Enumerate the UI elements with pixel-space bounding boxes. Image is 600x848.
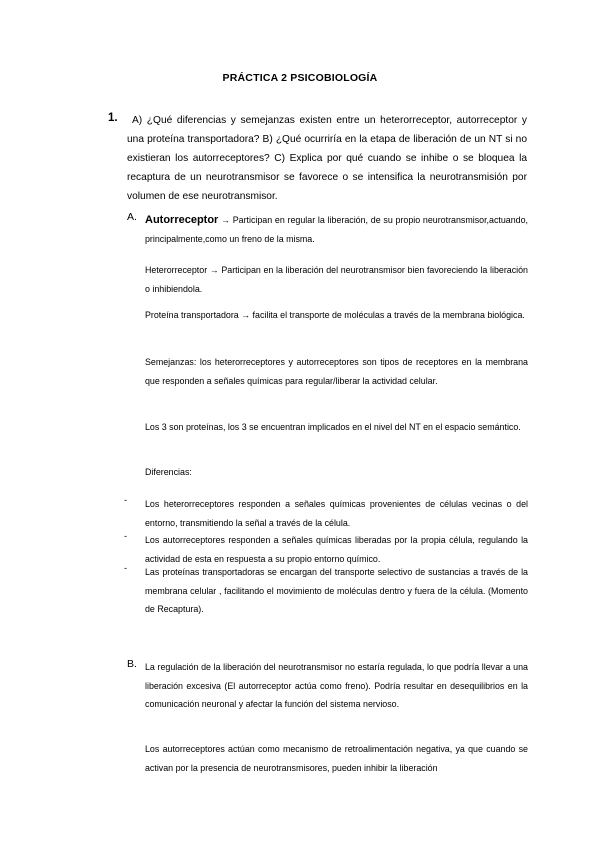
semejanzas-paragraph: Semejanzas: los heterorreceptores y autorreceptores son tipos de receptores en la membrana que responden a señales químicas para regular/liberar la actividad celular. <box>145 357 528 386</box>
autorreceptor-paragraph <box>145 211 528 248</box>
list-item: Los heterorreceptores responden a señales químicas provenientes de células vecinas o del entorno, transmitiendo la señal a través de la célula. <box>145 499 528 528</box>
question-number: 1. <box>108 112 118 124</box>
semejanzas-paragraph-2: Los 3 son proteínas, los 3 se encuentran implicados en el nivel del NT en el espacio semántico. <box>145 422 521 432</box>
autorreceptor-definition: → Participan en regular la liberación, de su propio neurotransmisor,actuando, principalmente,como un freno de la misma. <box>145 215 528 244</box>
section-b-letter: B. <box>127 658 137 670</box>
diferencias-label: Diferencias: <box>145 467 192 477</box>
list-item: Las proteínas transportadoras se encargan del transporte selectivo de sustancias a través de la membrana celular , facilitando el movimiento de moléculas dentro y fuera de la célula. (Momento de Recaptura). <box>145 567 528 615</box>
proteina-paragraph: Proteína transportadora → facilita el transporte de moléculas a través de la membrana biológica. <box>145 310 525 320</box>
section-b-paragraph-1: La regulación de la liberación del neurotransmisor no estaría regulada, lo que podría llevar a una liberación excesiva (El autorreceptor actúa como freno). Podría resultar en desequilibrios en la comunicación neuronal y afectar la función del sistema nervioso. <box>145 662 528 710</box>
autorreceptor-term: Autorreceptor <box>145 214 219 226</box>
list-item: Los autorreceptores responden a señales químicas liberadas por la propia célula, regulando la actividad de esta en respuesta a su propio entorno químico. <box>145 535 528 564</box>
section-b-paragraph-2: Los autorreceptores actúan como mecanismo de retroalimentación negativa, ya que cuando se activan por la presencia de neurotransmisores, pueden inhibir la liberación <box>145 744 528 773</box>
question-text-content: A) ¿Qué diferencias y semejanzas existen entre un heterorreceptor, autorreceptor y una proteína transportadora? B) ¿Qué ocurriría en la etapa de liberación de un NT si no existieran los autorreceptores? C) Explica por qué cuando se inhibe o se bloquea la recaptura de un neurotransmisor se favorece o se intensifica la neurotransmisión por volumen de ese neurotransmisor. <box>127 115 527 202</box>
question-text <box>127 112 527 207</box>
page-title: PRÁCTICA 2 PSICOBIOLOGÍA <box>222 72 378 84</box>
heterorreceptor-paragraph: Heterorreceptor → Participan en la liberación del neurotransmisor bien favoreciendo la liberación o inhibiendola. <box>145 265 528 294</box>
bullet-marker: - <box>124 495 127 505</box>
bullet-marker: - <box>124 563 127 573</box>
bullet-marker: - <box>124 531 127 541</box>
section-a-letter: A. <box>127 211 137 223</box>
